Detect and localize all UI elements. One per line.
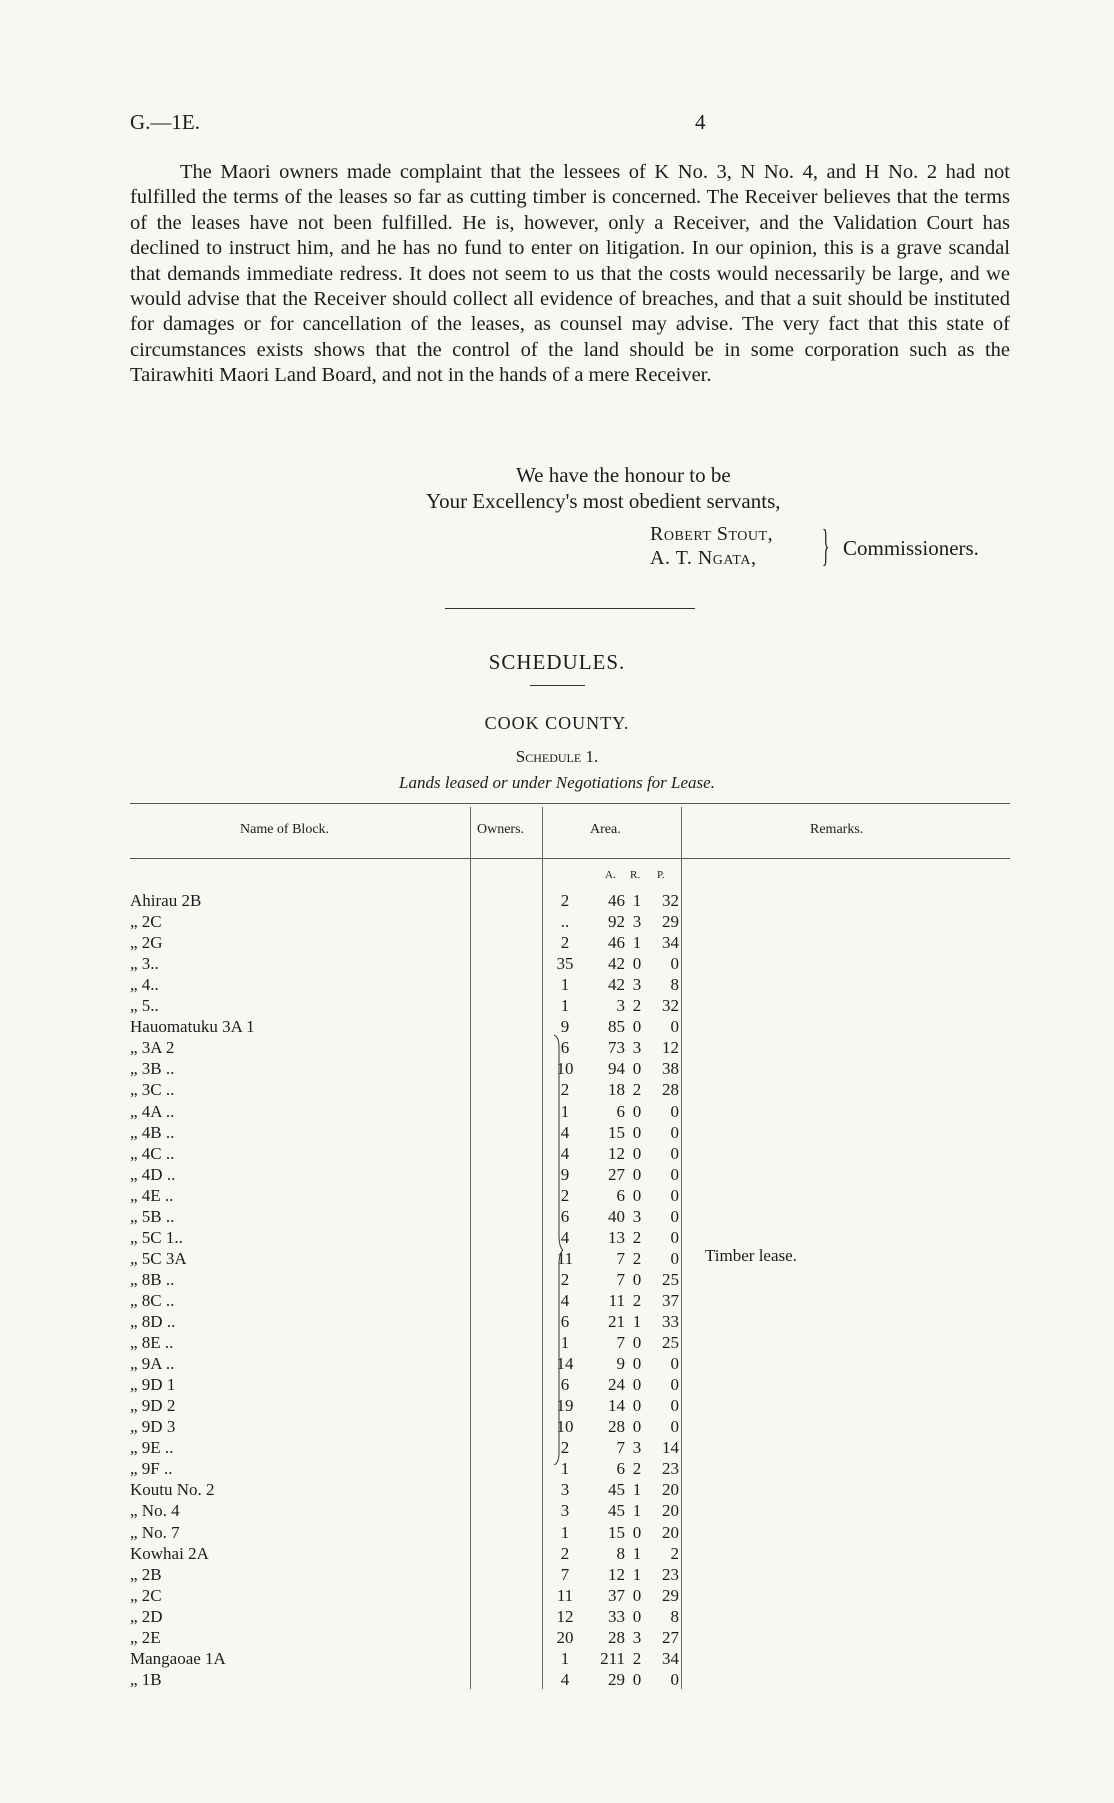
block-name: „ 3.. [130, 954, 159, 974]
owners-count: 1 [560, 1333, 570, 1353]
table-row [130, 1522, 1010, 1543]
table-row [130, 995, 1010, 1016]
area-acres: 7 [616, 1269, 625, 1289]
area-perches: 0 [670, 1248, 679, 1268]
area-roods: 0 [632, 1122, 642, 1142]
area-acres: 33 [608, 1606, 625, 1626]
owners-count: 9 [560, 1017, 570, 1037]
table-row [130, 1543, 1010, 1564]
owners-count: 1 [560, 1101, 570, 1121]
area-perches: 33 [662, 1312, 679, 1331]
area-acres: 28 [608, 1627, 625, 1647]
table-row [130, 1311, 1010, 1332]
unit-roods: R. [630, 869, 641, 881]
remark-brace-icon [553, 1035, 563, 1465]
area-acres: 28 [608, 1417, 625, 1437]
table-row [130, 1143, 1010, 1164]
signatory-ngata: A. T. Ngata, [650, 547, 757, 569]
block-name: „ 5.. [130, 996, 159, 1016]
signature-brace-icon: } [822, 521, 830, 570]
area-perches: 38 [662, 1059, 679, 1079]
title-underline [530, 685, 585, 686]
signatory-role: Commissioners. [843, 536, 979, 560]
block-name: „ 3B .. [130, 1059, 175, 1079]
area-perches: 0 [670, 1185, 679, 1205]
area-acres: 21 [608, 1312, 625, 1331]
block-name: Ahirau 2B [130, 891, 202, 910]
schedules-title: SCHEDULES. [488, 650, 626, 674]
block-name: „ 9D 3 [130, 1417, 176, 1437]
owners-count: 7 [560, 1564, 570, 1584]
area-perches: 0 [670, 1396, 679, 1416]
page-number: 4 [695, 110, 706, 134]
area-acres: 15 [608, 1122, 625, 1142]
area-acres: 6 [616, 1185, 625, 1205]
area-acres: 73 [608, 1038, 625, 1058]
area-roods: 2 [632, 1290, 642, 1310]
area-roods: 1 [632, 891, 642, 910]
block-name: „ 9F .. [130, 1459, 173, 1479]
owners-count: 1 [560, 975, 570, 995]
area-roods: 0 [632, 1143, 642, 1163]
area-perches: 2 [670, 1543, 679, 1563]
block-name: „ No. 4 [130, 1501, 180, 1521]
section-divider [445, 608, 695, 609]
block-name: „ 3A 2 [130, 1038, 175, 1058]
area-perches: 23 [662, 1564, 679, 1584]
table-row [130, 1101, 1010, 1122]
owners-count: 6 [560, 1312, 570, 1331]
owners-count: 6 [560, 1206, 570, 1226]
paragraph-text: The Maori owners made complaint that the lessees of K No. 3, N No. 4, and H No. 2 had not fulfilled the terms of the leases so far as cutting timber is concerned. The Receiver believes that the terms of the leases have not been fulfilled. He is, however, only a Receiver, and the Validation Court has declined to instruct him, and he has no fund to enter on litigation. In our opinion, this is a grave scandal that demands immediate redress. It does not seem to us that the costs would necessarily be large, and we would advise that the Receiver should collect all evidence of breaches, and that a suit should be instituted for damages or for cancellation of the leases, as counsel may advise. The very fact that this state of circumstances exists shows that the control of the land should be in some corporation such as the Tairawhiti Maori Land Board, and not in the hands of a mere Receiver. [130, 161, 1010, 387]
block-name: „ 2B [130, 1564, 162, 1584]
area-roods: 1 [632, 1501, 642, 1521]
block-name: „ 5C 1.. [130, 1227, 183, 1247]
area-roods: 3 [632, 912, 642, 932]
area-roods: 2 [632, 1080, 642, 1100]
owners-count: 2 [560, 1080, 570, 1100]
area-acres: 6 [616, 1459, 625, 1479]
area-perches: 32 [662, 996, 679, 1016]
area-perches: 34 [662, 933, 679, 953]
closing-line-2: Your Excellency's most obedient servants, [426, 489, 781, 513]
area-roods: 0 [632, 1333, 642, 1353]
table-row [130, 1669, 1010, 1690]
table-row [130, 1122, 1010, 1143]
owners-count: 4 [560, 1143, 570, 1163]
owners-count: 11 [556, 1585, 574, 1605]
block-name: „ 4D .. [130, 1164, 176, 1184]
area-roods: 0 [632, 1522, 642, 1542]
block-name: „ 2C [130, 1585, 162, 1605]
table-row [130, 1206, 1010, 1227]
block-name: „ 8C .. [130, 1290, 175, 1310]
area-acres: 37 [608, 1585, 625, 1605]
owners-count: 3 [560, 1501, 570, 1521]
table-row [130, 1016, 1010, 1037]
table-row [130, 932, 1010, 953]
table-row [130, 1648, 1010, 1669]
block-name: „ 4A .. [130, 1101, 175, 1121]
area-roods: 0 [632, 1269, 642, 1289]
owners-count: 1 [560, 1459, 570, 1479]
table-row [130, 1227, 1010, 1248]
page-header [130, 110, 1010, 140]
block-name: „ 5B .. [130, 1206, 175, 1226]
table-row [130, 1037, 1010, 1058]
area-acres: 7 [616, 1333, 625, 1353]
block-name: „ 9D 2 [130, 1396, 176, 1416]
area-perches: 14 [662, 1438, 679, 1458]
remark-timber-lease: Timber lease. [705, 1246, 797, 1265]
block-name: „ 4.. [130, 975, 159, 995]
area-roods: 0 [632, 1375, 642, 1395]
owners-count: 4 [560, 1227, 570, 1247]
owners-count: 11 [556, 1248, 574, 1268]
block-name: „ 2G [130, 933, 163, 953]
owners-count: 9 [560, 1164, 570, 1184]
area-acres: 13 [608, 1227, 625, 1247]
area-roods: 1 [632, 1543, 642, 1563]
table-row [130, 1185, 1010, 1206]
owners-count: 2 [560, 933, 570, 953]
area-perches: 20 [662, 1522, 679, 1542]
block-name: „ 2D [130, 1606, 163, 1626]
area-roods: 3 [632, 1038, 642, 1058]
area-perches: 0 [670, 1206, 679, 1226]
area-perches: 0 [670, 1143, 679, 1163]
area-acres: 29 [608, 1669, 625, 1689]
area-perches: 29 [662, 1585, 679, 1605]
block-name: „ 4B .. [130, 1122, 175, 1142]
block-name: „ 1B [130, 1669, 162, 1689]
area-roods: 0 [632, 1396, 642, 1416]
area-roods: 1 [632, 1480, 642, 1500]
area-acres: 11 [608, 1290, 625, 1310]
area-roods: 1 [632, 1564, 642, 1584]
table-row [130, 1585, 1010, 1606]
area-perches: 8 [670, 1606, 679, 1626]
block-name: „ 3C .. [130, 1080, 175, 1100]
area-acres: 18 [608, 1080, 625, 1100]
table-row [130, 1479, 1010, 1500]
area-roods: 1 [632, 933, 642, 953]
owners-count: 20 [556, 1627, 574, 1647]
block-name: Kowhai 2A [130, 1543, 209, 1563]
table-row [130, 1500, 1010, 1521]
area-roods: 2 [632, 1648, 642, 1668]
area-roods: 0 [632, 1585, 642, 1605]
block-name: „ 9E .. [130, 1438, 174, 1458]
owners-count: 4 [560, 1669, 570, 1689]
block-name: „ 2E [130, 1627, 161, 1647]
area-acres: 85 [608, 1017, 625, 1037]
area-roods: 0 [632, 1417, 642, 1437]
area-acres: 8 [616, 1543, 625, 1563]
area-acres: 7 [616, 1438, 625, 1458]
block-name: „ 8E .. [130, 1333, 174, 1353]
area-acres: 45 [608, 1480, 625, 1500]
area-roods: 2 [632, 1459, 642, 1479]
area-perches: 27 [662, 1627, 679, 1647]
table-row [130, 1374, 1010, 1395]
table-row [130, 953, 1010, 974]
owners-count: 4 [560, 1290, 570, 1310]
header-owners: Owners. [477, 822, 525, 837]
area-acres: 14 [608, 1396, 625, 1416]
area-perches: 0 [670, 1122, 679, 1142]
table-row [130, 1269, 1010, 1290]
area-perches: 20 [662, 1501, 679, 1521]
area-acres: 12 [608, 1564, 625, 1584]
area-acres: 92 [608, 912, 625, 932]
area-acres: 7 [616, 1248, 625, 1268]
area-perches: 0 [670, 1354, 679, 1374]
owners-count: 1 [560, 996, 570, 1016]
report-paragraph [130, 160, 1010, 389]
area-roods: 0 [632, 1606, 642, 1626]
area-perches: 0 [670, 1669, 679, 1689]
table-row [130, 911, 1010, 932]
area-perches: 0 [670, 954, 679, 974]
header-name-of-block: Name of Block. [240, 822, 330, 837]
area-roods: 3 [632, 1627, 642, 1647]
area-acres: 46 [608, 933, 625, 953]
table-header [130, 803, 1010, 859]
area-perches: 25 [662, 1269, 679, 1289]
owners-count: 4 [560, 1122, 570, 1142]
block-name: Hauomatuku 3A 1 [130, 1017, 255, 1037]
area-perches: 20 [662, 1480, 679, 1500]
area-perches: 34 [662, 1648, 679, 1668]
owners-count: 2 [560, 891, 570, 910]
table-row [130, 974, 1010, 995]
header-remarks: Remarks. [810, 822, 864, 837]
area-perches: 0 [670, 1164, 679, 1184]
owners-count: 3 [560, 1480, 570, 1500]
area-roods: 0 [632, 1669, 642, 1689]
area-roods: 0 [632, 954, 642, 974]
owners-count: 1 [560, 1648, 570, 1668]
area-roods: 0 [632, 1354, 642, 1374]
owners-count: 14 [556, 1354, 574, 1374]
area-perches: 29 [662, 912, 679, 932]
area-roods: 1 [632, 1312, 642, 1331]
area-roods: 0 [632, 1164, 642, 1184]
area-perches: 32 [662, 891, 679, 910]
table-row [130, 1353, 1010, 1374]
owners-count: 2 [560, 1438, 570, 1458]
area-roods: 2 [632, 996, 642, 1016]
block-name: „ 8B .. [130, 1269, 175, 1289]
owners-count: 2 [560, 1543, 570, 1563]
table-row [130, 1058, 1010, 1079]
block-name: „ 9D 1 [130, 1375, 176, 1395]
area-acres: 6 [616, 1101, 625, 1121]
owners-count: 1 [560, 1522, 570, 1542]
area-roods: 0 [632, 1101, 642, 1121]
area-perches: 25 [662, 1333, 679, 1353]
table-row [130, 1564, 1010, 1585]
area-roods: 0 [632, 1017, 642, 1037]
signatory-stout: Robert Stout, [650, 523, 774, 545]
block-name: „ No. 7 [130, 1522, 180, 1542]
unit-perches: P. [657, 869, 665, 881]
area-acres: 12 [608, 1143, 625, 1163]
area-perches: 0 [670, 1375, 679, 1395]
block-name: „ 8D .. [130, 1312, 176, 1331]
area-acres: 45 [608, 1501, 625, 1521]
owners-count: 12 [556, 1606, 574, 1626]
area-perches: 12 [662, 1038, 679, 1058]
area-perches: 28 [662, 1080, 679, 1100]
area-perches: 0 [670, 1101, 679, 1121]
signature-block [650, 522, 773, 570]
area-acres: 15 [608, 1522, 625, 1542]
table-row [130, 1248, 1010, 1269]
area-roods: 3 [632, 1206, 642, 1226]
owners-count: 10 [556, 1417, 574, 1437]
area-acres: 27 [608, 1164, 625, 1184]
owners-count: 6 [560, 1038, 570, 1058]
table-row [130, 1437, 1010, 1458]
block-name: „ 4C .. [130, 1143, 175, 1163]
area-perches: 23 [662, 1459, 679, 1479]
block-name: „ 9A .. [130, 1354, 175, 1374]
table-row [130, 890, 1010, 911]
owners-count: 6 [560, 1375, 570, 1395]
county-heading: COOK COUNTY. [484, 713, 630, 733]
block-name: Koutu No. 2 [130, 1480, 215, 1500]
table-row [130, 1627, 1010, 1648]
unit-acres: A. [605, 869, 616, 881]
owners-count: 19 [556, 1396, 574, 1416]
area-perches: 8 [670, 975, 679, 995]
owners-count: .. [560, 912, 570, 932]
table-row [130, 1606, 1010, 1627]
area-perches: 0 [670, 1227, 679, 1247]
owners-count: 2 [560, 1269, 570, 1289]
table-row [130, 1395, 1010, 1416]
area-roods: 3 [632, 1438, 642, 1458]
area-perches: 0 [670, 1017, 679, 1037]
area-roods: 3 [632, 975, 642, 995]
table-row [130, 1164, 1010, 1185]
area-acres: 3 [616, 996, 625, 1016]
table-row [130, 1416, 1010, 1437]
owners-count: 2 [560, 1185, 570, 1205]
table-row [130, 1290, 1010, 1311]
area-roods: 0 [632, 1059, 642, 1079]
closing-line-1: We have the honour to be [516, 463, 731, 487]
area-acres: 94 [608, 1059, 625, 1079]
owners-count: 35 [556, 954, 574, 974]
table-row [130, 1332, 1010, 1353]
table-row [130, 1079, 1010, 1100]
schedule-heading: Schedule 1. [515, 747, 599, 766]
header-area: Area. [590, 822, 621, 837]
area-acres: 211 [600, 1648, 625, 1668]
area-perches: 0 [670, 1417, 679, 1437]
block-name: „ 5C 3A [130, 1248, 187, 1268]
block-name: „ 2C [130, 912, 162, 932]
area-roods: 0 [632, 1185, 642, 1205]
area-roods: 2 [632, 1248, 642, 1268]
area-acres: 24 [608, 1375, 625, 1395]
area-perches: 37 [662, 1290, 679, 1310]
schedule-subtitle: Lands leased or under Negotiations for Lease. [399, 773, 715, 792]
area-acres: 42 [608, 954, 625, 974]
block-name: Mangaoae 1A [130, 1648, 226, 1668]
area-acres: 40 [608, 1206, 625, 1226]
block-name: „ 4E .. [130, 1185, 174, 1205]
area-acres: 42 [608, 975, 625, 995]
area-roods: 2 [632, 1227, 642, 1247]
table-row [130, 1458, 1010, 1479]
document-code: G.—1E. [130, 110, 200, 134]
owners-count: 10 [556, 1059, 574, 1079]
area-acres: 9 [616, 1354, 625, 1374]
area-acres: 46 [608, 891, 625, 910]
